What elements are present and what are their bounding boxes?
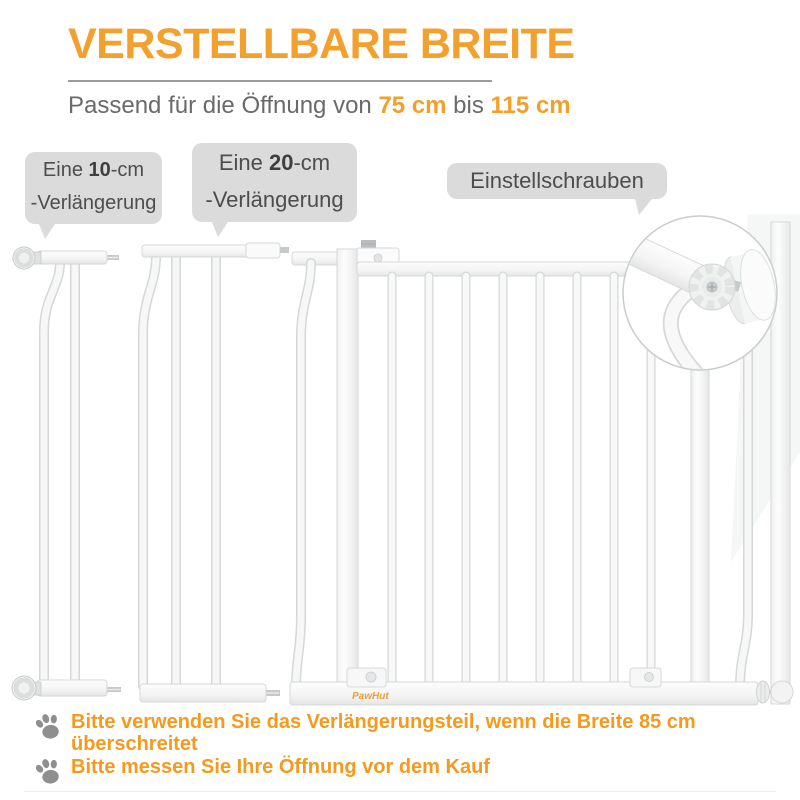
callout-text: Eine 10-cm -Verlängerung — [30, 159, 157, 214]
adjustment-knob-detail — [689, 264, 735, 310]
extension-10cm-photo — [12, 247, 121, 700]
subtitle-mid: bis — [446, 92, 491, 119]
subtitle — [68, 92, 571, 120]
note-text: Bitte verwenden Sie das Verlängerungsteil, wenn die Breite 85 cm überschreitet — [71, 711, 696, 755]
subtitle-prefix: Passend für die Öffnung von — [68, 92, 379, 119]
paw-icon — [33, 711, 65, 743]
callout-text: Einstellschrauben — [470, 168, 644, 193]
bottom-hairline — [24, 791, 776, 792]
callout-text: Eine 20-cm -Verlängerung — [205, 150, 344, 212]
note-extension — [33, 711, 721, 755]
extension-20cm-photo — [140, 243, 289, 702]
note-measure — [33, 756, 771, 788]
adjustment-screw-bottom — [757, 681, 794, 703]
page-title: VERSTELLBARE BREITE — [68, 20, 575, 68]
gate-bars — [392, 276, 651, 688]
max-width-value: 115 cm — [490, 92, 571, 119]
min-width-value: 75 cm — [378, 92, 447, 119]
title-divider — [68, 80, 492, 82]
callout-extension-20cm — [192, 143, 357, 222]
zoom-circle — [577, 212, 782, 374]
connector-block — [246, 243, 280, 258]
callout-extension-10cm — [25, 152, 162, 224]
callout-adjustment-screws — [447, 163, 667, 199]
paw-icon — [33, 756, 65, 788]
brand-logo: PawHut — [352, 691, 389, 702]
note-text: Bitte messen Sie Ihre Öffnung vor dem Kauf — [71, 756, 490, 778]
